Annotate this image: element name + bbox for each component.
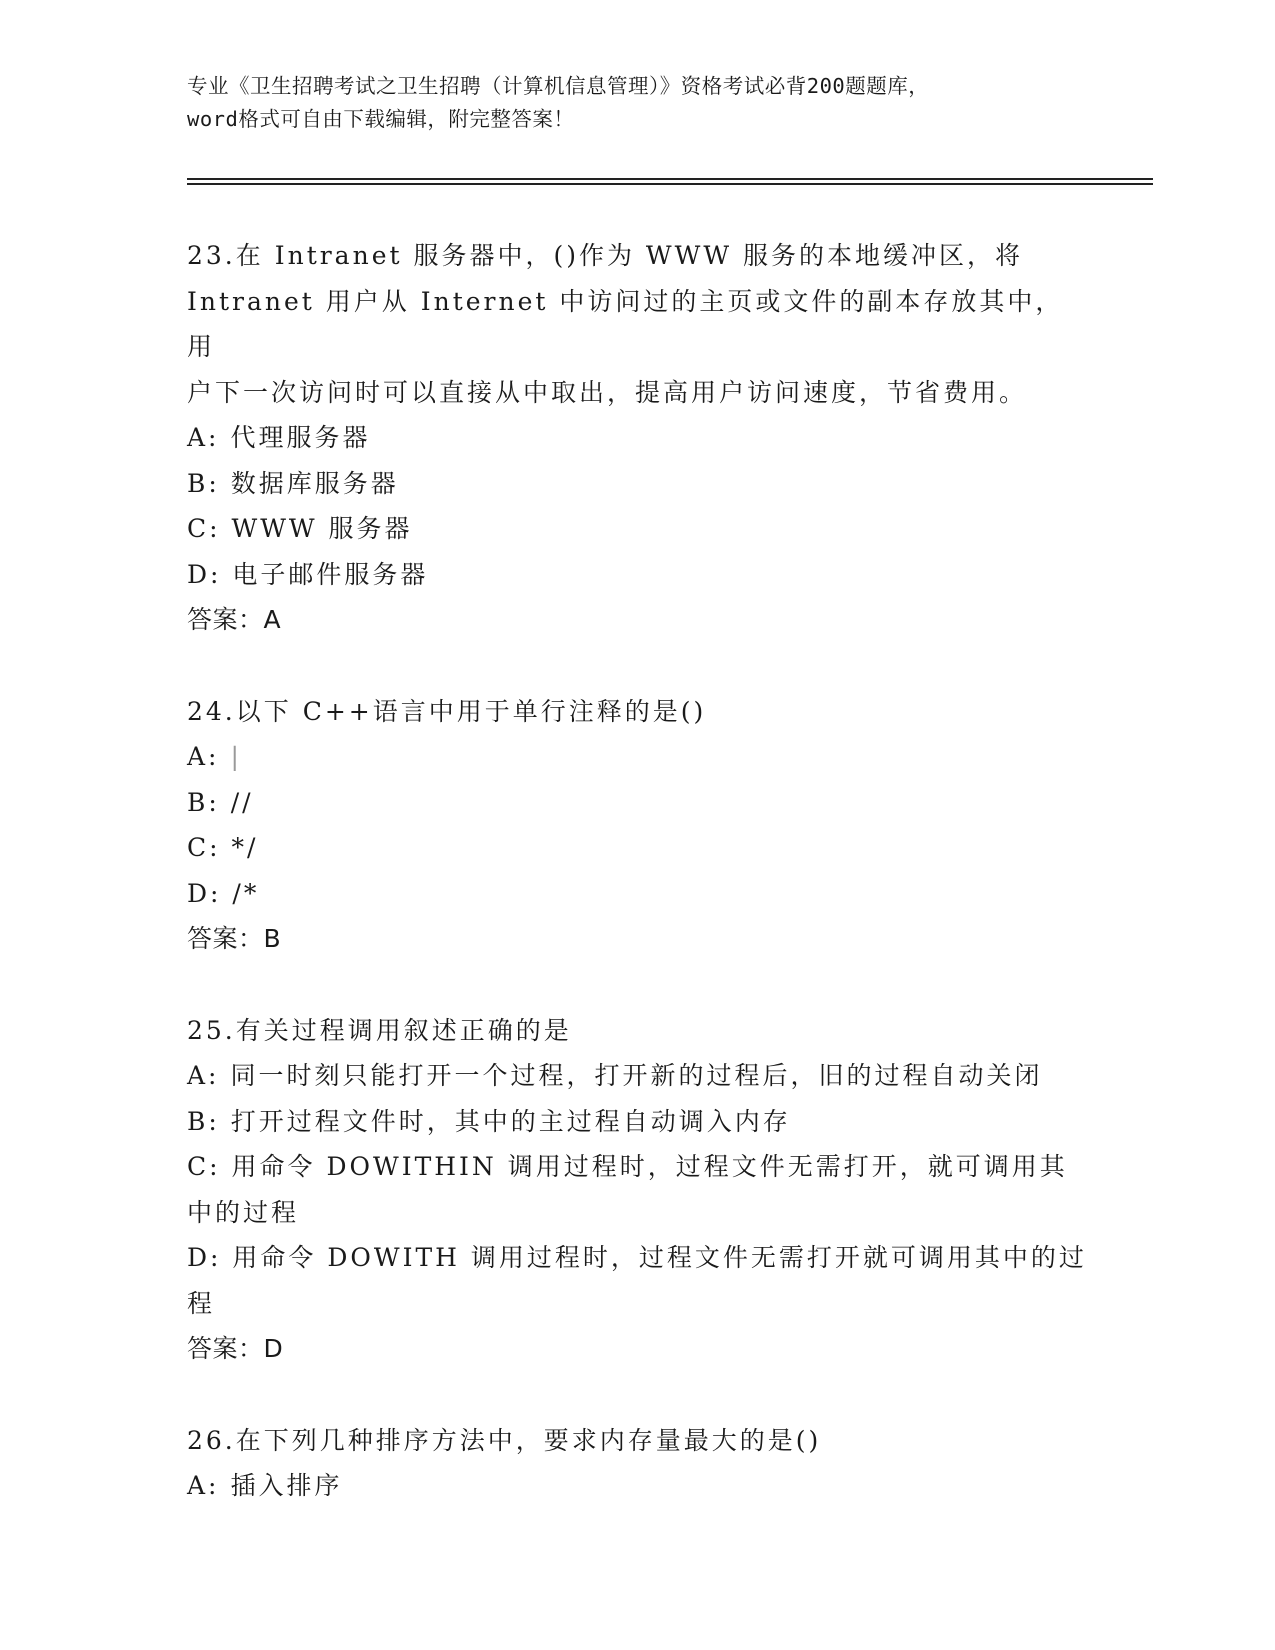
option-label: A:: [187, 1471, 220, 1500]
option-text: 同一时刻只能打开一个过程，打开新的过程后，旧的过程自动关闭: [230, 1061, 1043, 1090]
question-number: 26.: [187, 1425, 236, 1455]
option-label: D:: [187, 1243, 222, 1272]
header-divider-top: [187, 178, 1153, 180]
option-text: 电子邮件服务器: [232, 559, 429, 589]
option-label: A:: [187, 423, 220, 452]
question-number: 25.: [187, 1015, 236, 1045]
option-a: [187, 1463, 1087, 1509]
option-label: D:: [187, 559, 222, 589]
option-label: C:: [187, 1152, 221, 1181]
question-number: 24.: [187, 696, 236, 726]
question-26: [187, 1418, 1087, 1509]
option-text: WWW 服务器: [231, 514, 413, 543]
question-text: 26.在下列几种排序方法中，要求内存量最大的是(): [187, 1425, 822, 1455]
answer-value: D: [263, 1334, 284, 1363]
header-line-2: word格式可自由下载编辑，附完整答案！: [187, 107, 575, 131]
question-text-continued: 户下一次访问时可以直接从中取出，提高用户访问速度，节省费用。: [187, 377, 1028, 407]
option-text: 用命令 DOWITH 调用过程时，过程文件无需打开就可调用其中的过程: [187, 1243, 1087, 1318]
document-header: [187, 70, 1087, 136]
question-text: 24.以下 C++语言中用于单行注释的是(): [187, 696, 707, 726]
question-list: [187, 233, 1087, 1555]
option-text: 打开过程文件时，其中的主过程自动调入内存: [230, 1106, 791, 1136]
option-text: 用命令 DOWITHIN 调用过程时，过程文件无需打开，就可调用其中的过程: [187, 1152, 1068, 1227]
option-text: /*: [232, 878, 260, 908]
question-25: [187, 1008, 1087, 1372]
option-b: [187, 461, 1087, 507]
option-label: A:: [187, 1061, 220, 1090]
question-24: [187, 689, 1087, 962]
option-c: [187, 825, 1087, 871]
option-a: [187, 734, 1087, 780]
option-text: //: [230, 787, 254, 817]
option-c: [187, 506, 1087, 552]
option-d: [187, 871, 1087, 917]
option-label: B:: [187, 1106, 220, 1136]
answer-label: 答案：: [187, 1334, 264, 1363]
answer-value: B: [263, 924, 282, 953]
question-text: 25.有关过程调用叙述正确的是: [187, 1015, 572, 1045]
option-d: [187, 552, 1087, 598]
header-line-1: 专业《卫生招聘考试之卫生招聘（计算机信息管理）》资格考试必背200题题库，: [187, 74, 930, 98]
option-text: 插入排序: [230, 1471, 343, 1500]
question-23: [187, 233, 1087, 643]
question-number: 23.: [187, 241, 236, 270]
option-label: A:: [187, 742, 220, 771]
option-b: [187, 780, 1087, 826]
answer-line: [187, 597, 1087, 643]
option-text: |: [230, 742, 242, 771]
option-a: [187, 1053, 1087, 1099]
option-label: D:: [187, 878, 222, 908]
option-label: C:: [187, 833, 221, 862]
option-c: [187, 1144, 1087, 1235]
answer-label: 答案：: [187, 605, 264, 634]
answer-label: 答案：: [187, 924, 264, 953]
header-divider-bottom: [187, 183, 1153, 185]
answer-line: [187, 916, 1087, 962]
option-label: B:: [187, 787, 220, 817]
option-label: B:: [187, 468, 220, 498]
option-text: 代理服务器: [230, 423, 371, 452]
answer-value: A: [263, 605, 282, 634]
option-text: 数据库服务器: [230, 468, 399, 498]
option-d: [187, 1235, 1087, 1326]
answer-line: [187, 1326, 1087, 1372]
question-text-continued: Intranet 用户从 Internet 中访问过的主页或文件的副本存放其中，用: [187, 286, 1064, 361]
option-label: C:: [187, 514, 221, 543]
option-text: */: [231, 833, 259, 862]
option-b: [187, 1099, 1087, 1145]
option-a: [187, 415, 1087, 461]
question-text: 23.在 Intranet 服务器中，()作为 WWW 服务的本地缓冲区，将: [187, 241, 1023, 270]
